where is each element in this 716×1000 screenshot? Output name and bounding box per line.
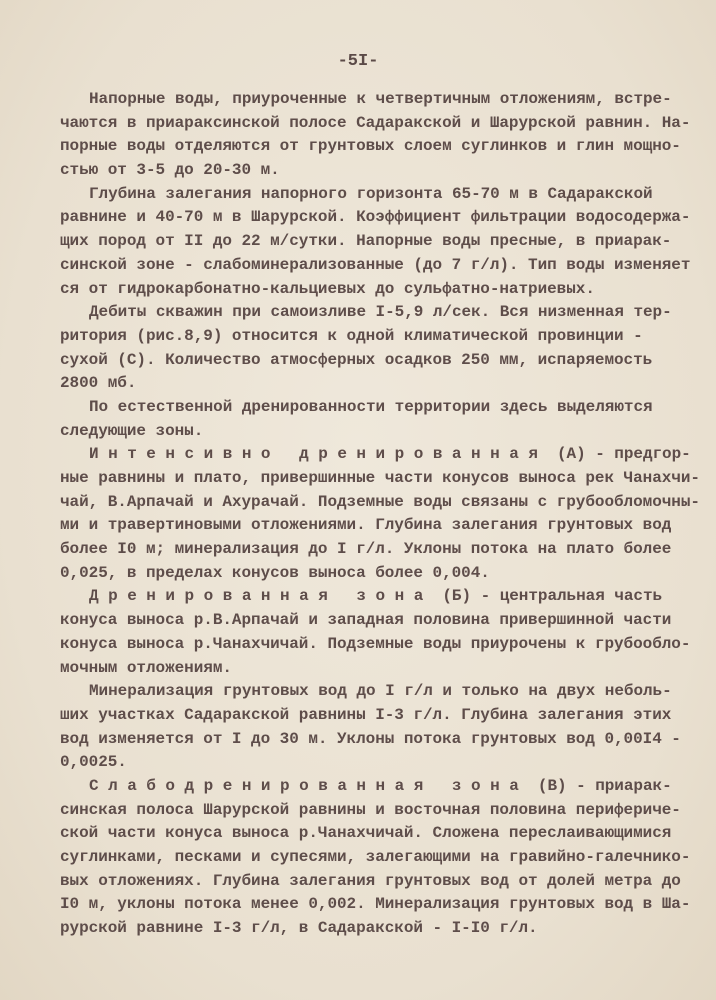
- line-text: следующие зоны.: [60, 421, 204, 440]
- line-text: Глубина залегания напорного горизонта 65-70 м в Садаракской: [89, 184, 653, 203]
- text-line: [60, 491, 710, 515]
- line-text: синская полоса Шарурской равнины и восточная половина перифериче-: [60, 800, 681, 819]
- text-line: [60, 680, 710, 704]
- line-text: вых отложениях. Глубина залегания грунтовых вод от долей метра до: [60, 871, 681, 890]
- line-text: ших участках Садаракской равнины I-3 г/л. Глубина залегания этих: [60, 705, 672, 724]
- text-line: [60, 420, 710, 444]
- line-text: синской зоне - слабоминерализованные (до 7 г/л). Тип воды изменяет: [60, 255, 691, 274]
- line-text: вод изменяется от I до 30 м. Уклоны потока грунтовых вод 0,00I4 -: [60, 729, 681, 748]
- text-line: [60, 325, 710, 349]
- line-text: более I0 м; минерализация до I г/л. Уклоны потока на плато более: [60, 540, 672, 559]
- line-text: порные воды отделяются от грунтовых слоем суглинков и глин мощно-: [60, 137, 681, 156]
- text-line: [60, 562, 710, 586]
- line-text: (Б) - центральная часть: [432, 587, 663, 606]
- line-text: суглинками, песками и супесями, залегающими на гравийно-галечнико-: [60, 848, 691, 866]
- text-line: [60, 135, 710, 159]
- text-line: [60, 799, 710, 823]
- text-line: [60, 728, 710, 752]
- line-text: сухой (С). Количество атмосферных осадков 250 мм, испаряемость: [60, 350, 653, 369]
- text-line: [60, 301, 710, 325]
- line-text: 2800 мб.: [60, 374, 137, 393]
- text-line: [60, 609, 710, 633]
- page-number: -5I-: [337, 52, 379, 71]
- line-text: рурской равнине I-3 г/л, в Садаракской - I-I0 г/л.: [60, 919, 538, 938]
- text-line: [60, 704, 710, 728]
- text-line: [60, 775, 710, 799]
- document-body: [60, 88, 710, 941]
- spaced-heading: Дренированная зона: [89, 587, 433, 606]
- text-line: [60, 917, 710, 941]
- line-text: щих пород от II до 22 м/сутки. Напорные воды пресные, в приарак-: [60, 232, 672, 251]
- line-text: I0 м, уклоны потока менее 0,002. Минерализация грунтовых вод в Ша-: [60, 895, 691, 914]
- text-line: [60, 657, 710, 681]
- text-line: [60, 751, 710, 775]
- text-line: [60, 278, 710, 302]
- text-line: [60, 159, 710, 183]
- text-line: [60, 443, 710, 467]
- line-text: ской части конуса выноса р.Чанахчичай. Сложена переслаивающимися: [60, 824, 672, 843]
- line-text: 0,025, в пределах конусов выноса более 0,004.: [60, 563, 490, 582]
- line-text: конуса выноса р.В.Арпачай и западная половина привершинной части: [60, 611, 672, 630]
- line-text: чай, В.Арпачай и Ахурачай. Подземные воды связаны с грубообломочны-: [60, 492, 700, 511]
- text-line: [60, 846, 710, 870]
- text-line: [60, 467, 710, 491]
- line-text: Дебиты скважин при самоизливе I-5,9 л/сек. Вся низменная тер-: [89, 303, 672, 322]
- text-line: [60, 349, 710, 373]
- text-line: [60, 372, 710, 396]
- line-text: ритория (рис.8,9) относится к одной климатической провинции -: [60, 326, 643, 345]
- text-line: [60, 206, 710, 230]
- text-line: [60, 514, 710, 538]
- text-line: [60, 254, 710, 278]
- line-text: конуса выноса р.Чанахчичай. Подземные воды приурочены к грубообло-: [60, 634, 691, 653]
- line-text: По естественной дренированности территории здесь выделяются: [89, 397, 653, 416]
- line-text: (В) - приарак-: [528, 776, 672, 795]
- line-text: чаются в приараксинской полосе Садаракской и Шарурской равнин. На-: [60, 113, 691, 132]
- text-line: [60, 633, 710, 657]
- text-line: [60, 893, 710, 917]
- text-line: [60, 585, 710, 609]
- text-line: [60, 822, 710, 846]
- line-text: Напорные воды, приуроченные к четвертичным отложениям, встре-: [89, 90, 672, 108]
- line-text: стью от 3-5 до 20-30 м.: [60, 161, 280, 180]
- text-line: [60, 870, 710, 894]
- text-line: [60, 396, 710, 420]
- line-text: ся от гидрокарбонатно-кальциевых до сульфатно-натриевых.: [60, 279, 595, 298]
- line-text: Минерализация грунтовых вод до I г/л и только на двух неболь-: [89, 682, 672, 701]
- text-line: [60, 230, 710, 254]
- text-line: [60, 183, 710, 207]
- line-text: 0,0025.: [60, 753, 127, 772]
- line-text: равнине и 40-70 м в Шарурской. Коэффициент фильтрации водосодержа-: [60, 208, 691, 227]
- text-line: [60, 88, 710, 112]
- text-line: [60, 112, 710, 136]
- line-text: (А) - предгор-: [547, 445, 691, 464]
- line-text: ми и травертиновыми отложениями. Глубина залегания грунтовых вод: [60, 516, 672, 535]
- text-line: [60, 538, 710, 562]
- line-text: мочным отложениям.: [60, 658, 232, 677]
- spaced-heading: Слабодренированная зона: [89, 776, 529, 795]
- line-text: ные равнины и плато, привершинные части конусов выноса рек Чанахчи-: [60, 469, 700, 487]
- spaced-heading: Интенсивно дренированная: [89, 445, 548, 464]
